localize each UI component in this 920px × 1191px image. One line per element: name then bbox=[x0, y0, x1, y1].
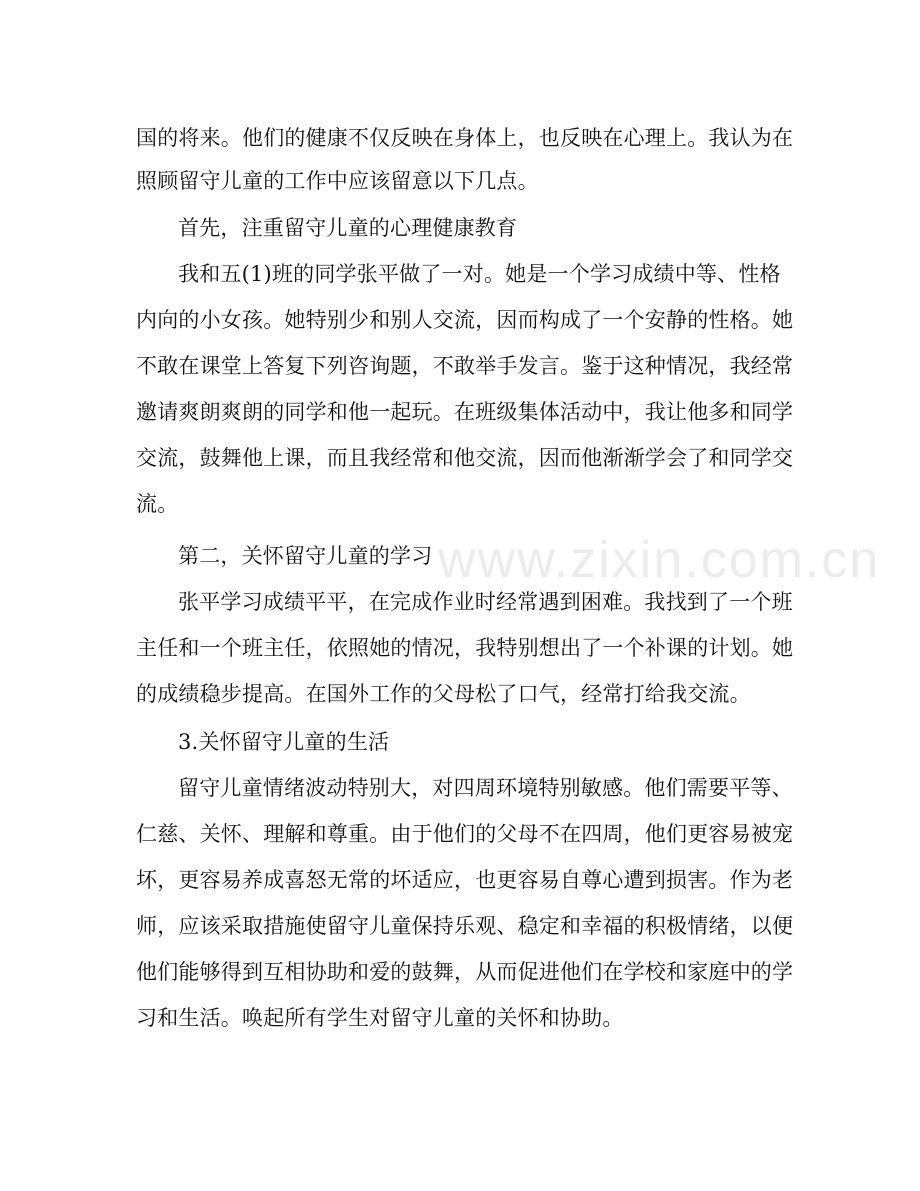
text-line: 交流，鼓舞他上课，而且我经常和他交流，因而他渐渐学会了和同学交 bbox=[136, 446, 794, 470]
section-heading-2: 第二，关怀留守儿童的学习 bbox=[178, 544, 433, 568]
text-line: 张平学习成绩平平，在完成作业时经常遇到困难。我找到了一个班 bbox=[178, 590, 793, 614]
text-line: 的成绩稳步提高。在国外工作的父母松了口气，经常打给我交流。 bbox=[136, 682, 751, 706]
text-line: 邀请爽朗爽朗的同学和他一起玩。在班级集体活动中，我让他多和同学 bbox=[136, 400, 794, 424]
text-line: 留守儿童情绪波动特别大，对四周环境特别敏感。他们需要平等、 bbox=[178, 776, 793, 800]
text-line: 内向的小女孩。她特别少和别人交流，因而构成了一个安静的性格。她 bbox=[136, 308, 794, 332]
text-line: 国的将来。他们的健康不仅反映在身体上，也反映在心理上。我认为在 bbox=[136, 126, 794, 150]
text-line: 他们能够得到互相协助和爱的鼓舞，从而促进他们在学校和家庭中的学 bbox=[136, 960, 794, 984]
section-heading-3: 3.关怀留守儿童的生活 bbox=[178, 730, 390, 754]
text-line: 坏，更容易养成喜怒无常的坏适应，也更容易自尊心遭到损害。作为老 bbox=[136, 868, 794, 892]
text-line: 仁慈、关怀、理解和尊重。由于他们的父母不在四周，他们更容易被宠 bbox=[136, 822, 794, 846]
text-line: 师，应该采取措施使留守儿童保持乐观、稳定和幸福的积极情绪，以便 bbox=[136, 914, 794, 938]
text-line: 照顾留守儿童的工作中应该留意以下几点。 bbox=[136, 169, 539, 193]
text-line: 我和五(1)班的同学张平做了一对。她是一个学习成绩中等、性格 bbox=[178, 262, 781, 286]
text-line: 习和生活。唤起所有学生对留守儿童的关怀和协助。 bbox=[136, 1006, 624, 1030]
section-heading-1: 首先，注重留守儿童的心理健康教育 bbox=[178, 216, 518, 240]
watermark: www.zixin.com.cn bbox=[438, 531, 881, 589]
text-line: 不敢在课堂上答复下列咨询题，不敢举手发言。鉴于这种情况，我经常 bbox=[136, 354, 794, 378]
text-line: 主任和一个班主任，依照她的情况，我特别想出了一个补课的计划。她 bbox=[136, 636, 794, 660]
text-line: 流。 bbox=[136, 492, 179, 516]
